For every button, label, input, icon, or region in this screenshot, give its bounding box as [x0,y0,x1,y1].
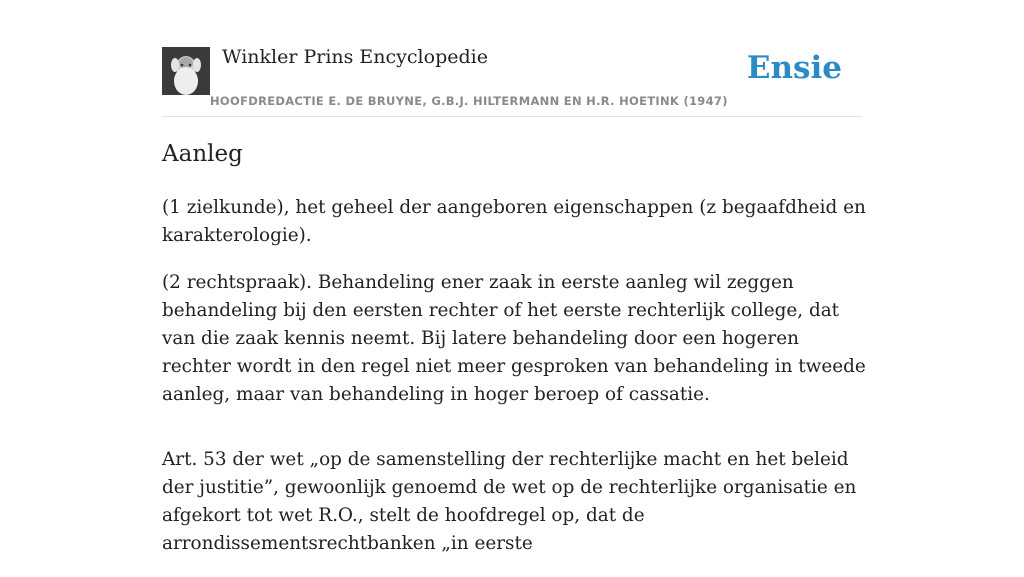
site-header [162,46,862,117]
bearded-man-portrait-icon [162,47,210,95]
editors-subtitle: HOOFDREDACTIE E. DE BRUYNE, G.B.J. HILTERMANN EN H.R. HOETINK (1947) [210,94,728,108]
brand-logo[interactable]: Ensie [746,50,842,86]
article-paragraph-3: Art. 53 der wet „op de samenstelling der rechterlijke macht en het beleid der justitie”, gewoonlijk genoemd de wet op de rechterlijke organisatie en afgekort tot wet R.O., stelt de hoofdregel op, dat de arrondissementsrechtbanken „in eerste [162,449,857,554]
article-paragraph-1: (1 zielkunde), het geheel der aangeboren eigenschappen (z begaafdheid en karakterologie). [162,197,866,246]
site-title[interactable]: Winkler Prins Encyclopedie [222,46,488,68]
author-avatar [162,47,210,95]
article-title: Aanleg [162,141,243,167]
article-content [162,136,872,577]
article-paragraph-2: (2 rechtspraak). Behandeling ener zaak in eerste aanleg wil zeggen behandeling bij den eersten rechter of het eerste rechterlijk college, dat van die zaak kennis neemt. Bij latere behandeling door een hogeren rechter wordt in den regel niet meer gesproken van behandeling in tweede aanleg, maar van behandeling in hoger beroep of cassatie. [162,272,866,405]
